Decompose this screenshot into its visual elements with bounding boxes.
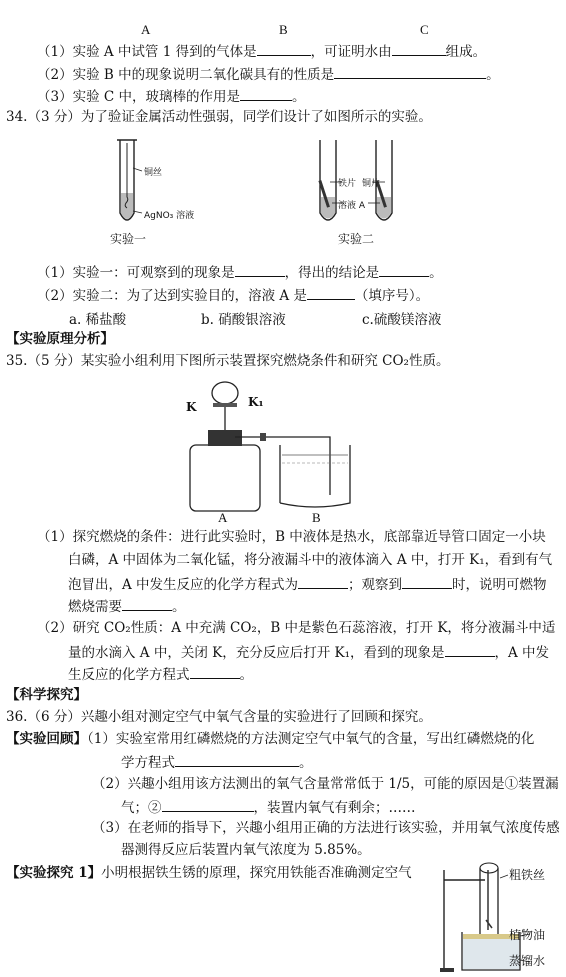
answer-blank[interactable]	[175, 752, 299, 767]
q35-part1-line1: （1）探究燃烧的条件：进行此实验时，B 中液体是热水，底部靠近导管口固定一小块	[37, 529, 546, 545]
q36-review-line4: 气；② ，装置内氧气有剩余；……	[121, 797, 416, 817]
copper-wire-label: 铜丝	[144, 168, 163, 178]
answer-blank[interactable]	[402, 574, 452, 589]
section-heading: 【实验原理分析】	[6, 331, 114, 347]
answer-blank[interactable]	[307, 285, 355, 300]
q35-part2-line1: （2）研究 CO₂性质：A 中充满 CO₂，B 中是紫色石蕊溶液，打开 K，将分液漏斗中适	[37, 620, 556, 636]
option-a[interactable]: a. 稀盐酸	[69, 312, 127, 328]
q36-explore: 【实验探究 1】小明根据铁生锈的原理，探究用铁能否准确测定空气	[6, 865, 412, 881]
agno3-label: AgNO₃ 溶液	[144, 211, 195, 221]
q34-part2: （2）实验二：为了达到实验目的，溶液 A 是 （填序号）。	[37, 285, 429, 305]
label-a: A	[141, 22, 151, 37]
experiment1-caption: 实验一	[110, 232, 147, 246]
answer-blank[interactable]	[190, 664, 240, 679]
q33-part1: （1）实验 A 中试管 1 得到的气体是 ，可证明水由 组成。	[37, 41, 486, 61]
distilled-water-label: 蒸馏水	[509, 954, 546, 968]
valve-k1-label: K₁	[248, 395, 264, 409]
q36-review-line6: 器测得反应后装置内氧气浓度为 5.85%。	[121, 842, 371, 858]
q36-review-line3: （2）兴趣小组用该方法测出的氧气含量常常低于 1/5，可能的原因是①装置漏	[92, 776, 559, 792]
apparatus-figure	[180, 375, 380, 515]
answer-blank[interactable]	[334, 64, 486, 79]
experiment2-figure	[310, 135, 430, 245]
q36-review-line1: 【实验回顾】（1）实验室常用红磷燃烧的方法测定空气中氧气的含量，写出红磷燃烧的化	[6, 731, 535, 747]
q35-part2-line3: 生反应的化学方程式 。	[68, 664, 253, 684]
copper-sheet-label: 铜片	[362, 179, 381, 189]
vegetable-oil-label: 植物油	[509, 928, 546, 942]
q33-part3: （3）实验 C 中，玻璃棒的作用是 。	[37, 86, 306, 106]
q35-part1-line4: 燃烧需要 。	[68, 596, 186, 616]
option-c[interactable]: c.硫酸镁溶液	[362, 312, 442, 328]
iron-sheet-label: 铁片	[338, 179, 357, 189]
experiment2-caption: 实验二	[338, 232, 375, 246]
bottle-a-label: A	[218, 510, 228, 525]
q35-part2-line2: 量的水滴入 A 中，关闭 K，充分反应后打开 K₁，看到的现象是 ，A 中发	[68, 642, 549, 662]
q36-review-line2: 学方程式 。	[121, 752, 313, 772]
experiment1-figure	[100, 135, 230, 245]
q35-part1-line2: 白磷，A 中固体为二氧化锰，将分液漏斗中的液体滴入 A 中，打开 K₁，看到有气	[68, 552, 553, 568]
q36-review-line5: （3）在老师的指导下，兴趣小组用正确的方法进行该实验，并用氧气浓度传感	[92, 820, 560, 836]
label-b: B	[279, 22, 288, 37]
answer-blank[interactable]	[240, 86, 292, 101]
answer-blank[interactable]	[235, 262, 285, 277]
valve-k-label: K	[186, 400, 197, 414]
answer-blank[interactable]	[257, 41, 311, 56]
beaker-b-label: B	[312, 510, 321, 525]
section-heading: 【科学探究】	[6, 687, 87, 703]
q36-title: 36.（6 分）兴趣小组对测定空气中氧气含量的实验进行了回顾和探究。	[6, 709, 432, 725]
answer-blank[interactable]	[445, 642, 495, 657]
solution-a-label: 溶液 A	[338, 201, 366, 211]
answer-blank[interactable]	[379, 262, 429, 277]
q34-title: 34.（3 分）为了验证金属活动性强弱，同学们设计了如图所示的实验。	[6, 109, 432, 125]
answer-blank[interactable]	[298, 574, 348, 589]
q35-title: 35.（5 分）某实验小组利用下图所示装置探究燃烧条件和研究 CO₂性质。	[6, 353, 450, 369]
answer-blank[interactable]	[122, 596, 172, 611]
q35-part1-line3: 泡冒出，A 中发生反应的化学方程式为 ；观察到 时，说明可燃物	[68, 574, 547, 594]
iron-wire-label: 粗铁丝	[509, 868, 546, 882]
label-c: C	[420, 22, 429, 37]
answer-blank[interactable]	[392, 41, 446, 56]
option-b[interactable]: b. 硝酸银溶液	[201, 312, 286, 328]
answer-blank[interactable]	[162, 797, 254, 812]
q33-part2: （2）实验 B 中的现象说明二氧化碳具有的性质是 。	[37, 64, 500, 84]
q34-part1: （1）实验一：可观察到的现象是 ，得出的结论是 。	[37, 262, 443, 282]
